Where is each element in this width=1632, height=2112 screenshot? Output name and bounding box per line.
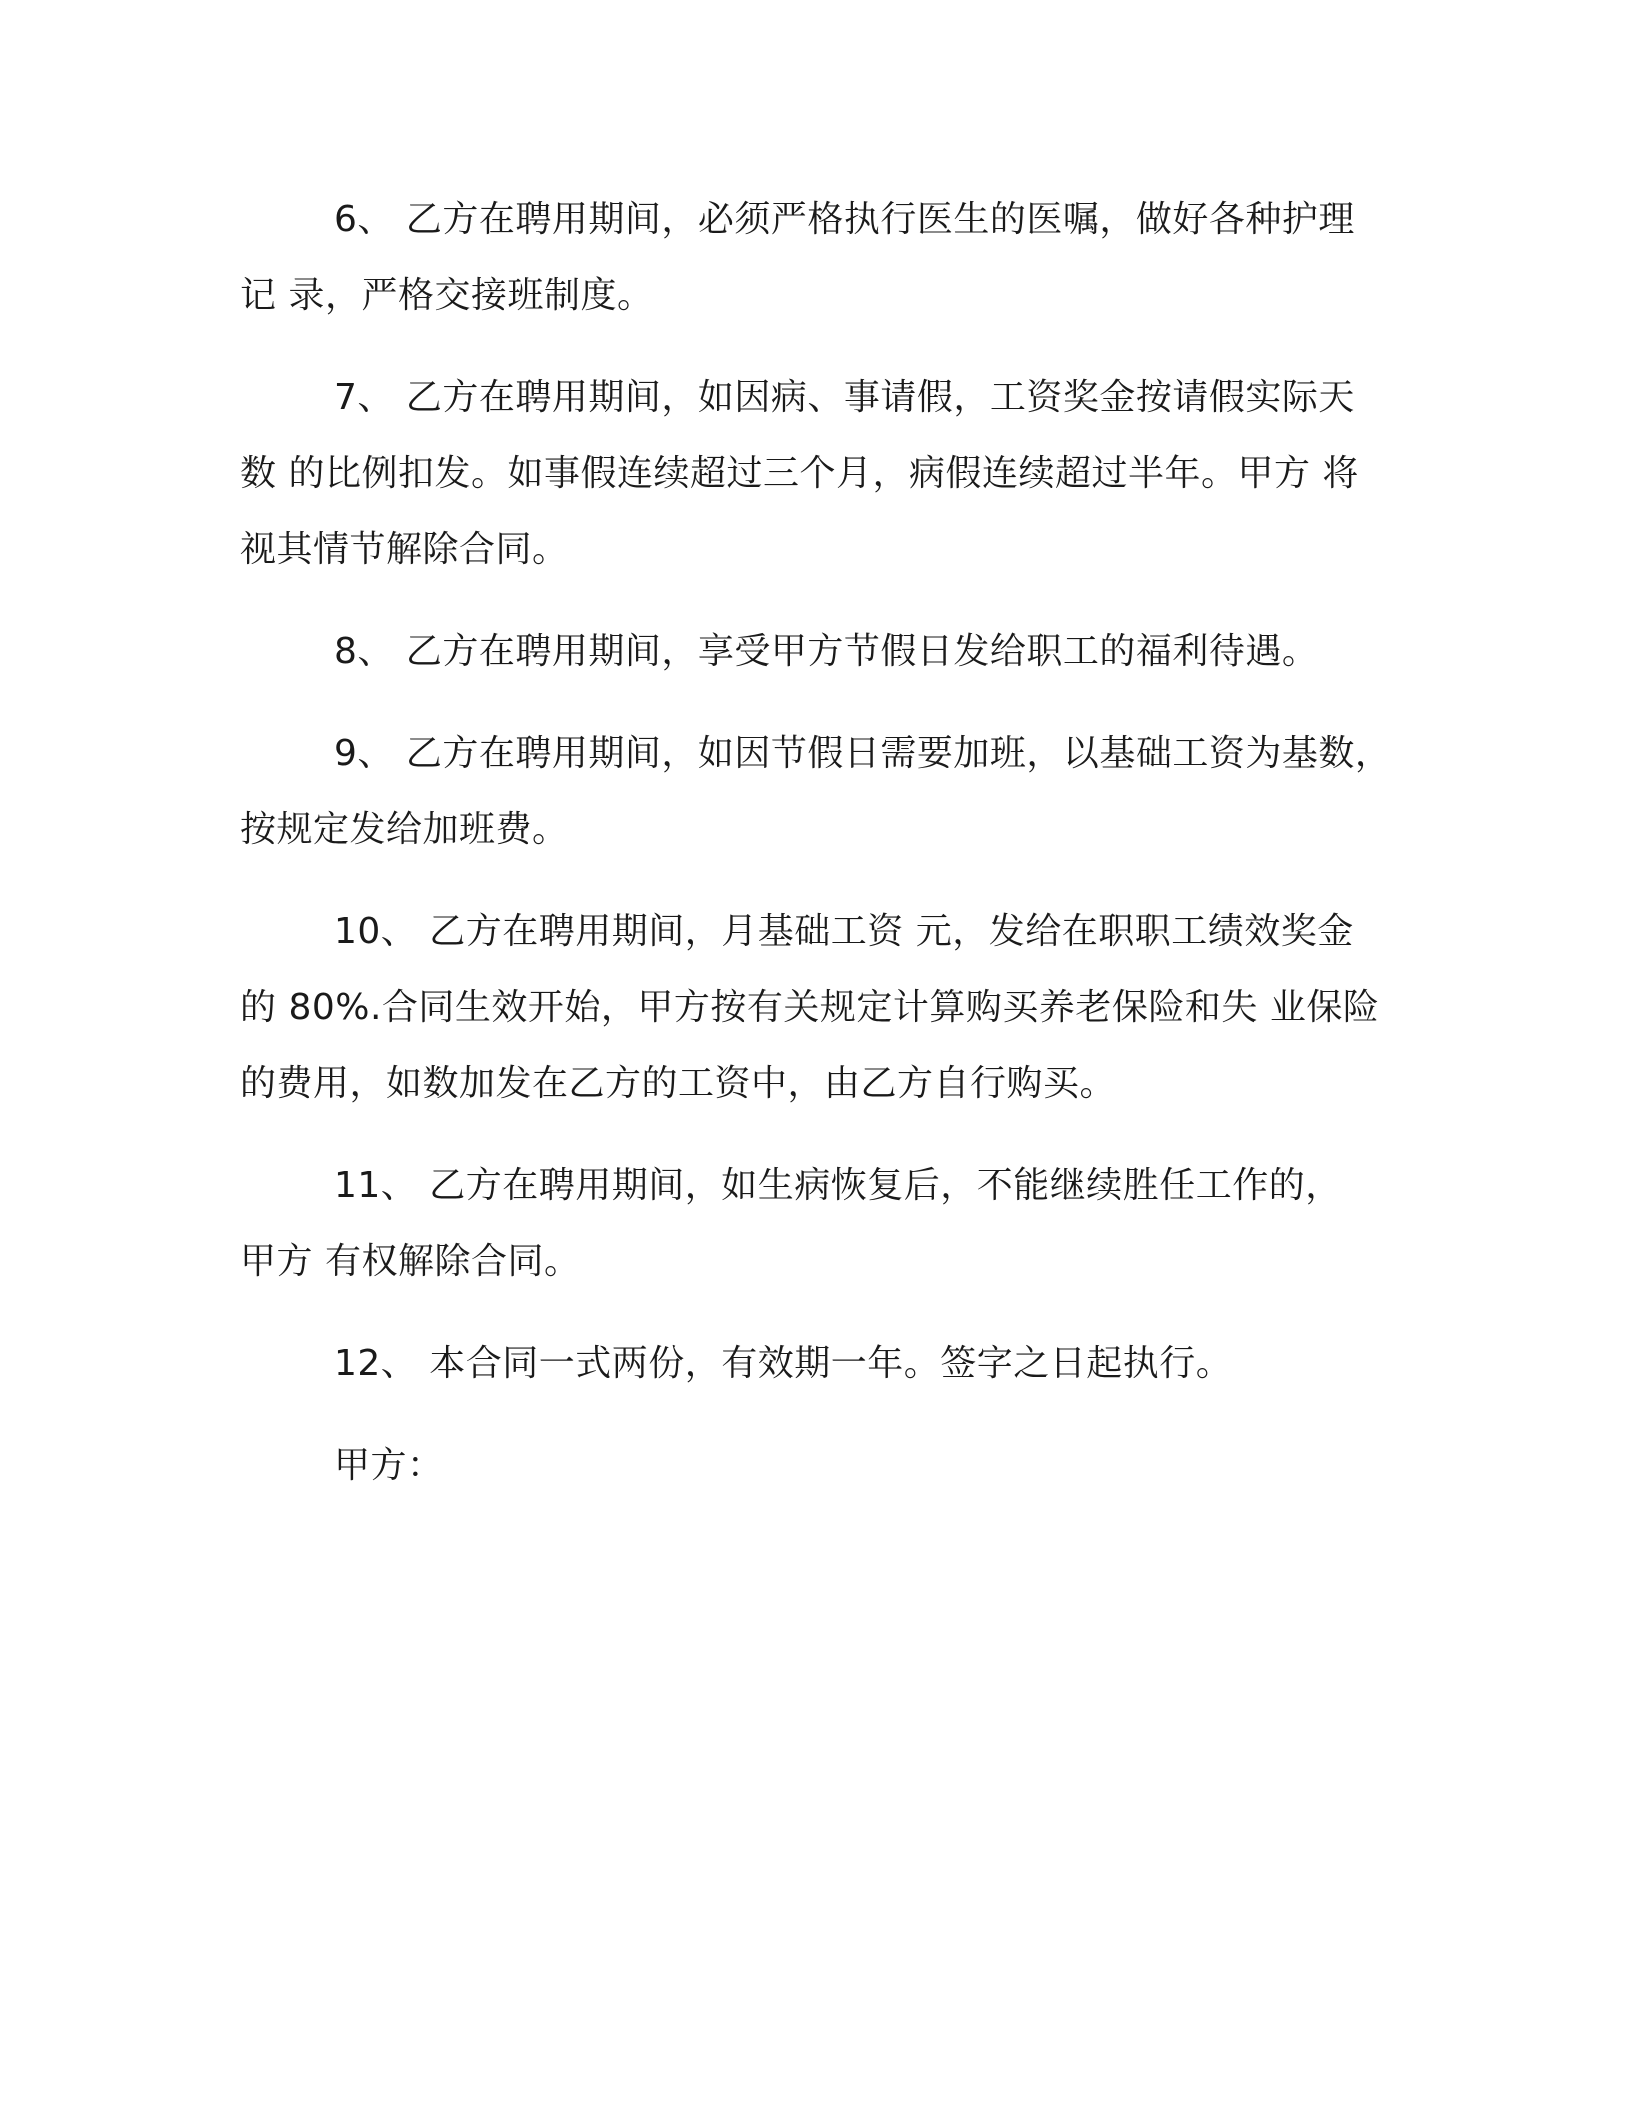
clause-7-line-3: 视其情节解除合同。 (240, 529, 569, 570)
clause-6-line-1: 6、 乙方在聘用期间，必须严格执行医生的医嘱，做好各种护理 (334, 199, 1355, 240)
clause-10-line-2: 的 80%.合同生效开始，甲方按有关规定计算购买养老保险和失 业保险 (240, 987, 1380, 1028)
clause-9-line-1: 9、 乙方在聘用期间，如因节假日需要加班，以基础工资为基数， (334, 733, 1392, 774)
clause-10-line-1: 10、 乙方在聘用期间，月基础工资 元，发给在职职工绩效奖金 (334, 911, 1354, 952)
clause-12-line-1: 12、 本合同一式两份，有效期一年。签字之日起执行。 (334, 1343, 1233, 1384)
clause-8-line-1: 8、 乙方在聘用期间，享受甲方节假日发给职工的福利待遇。 (334, 631, 1319, 672)
clause-11-line-1: 11、 乙方在聘用期间，如生病恢复后，不能继续胜任工作的， (334, 1165, 1342, 1206)
clause-7-line-2: 数 的比例扣发。如事假连续超过三个月，病假连续超过半年。甲方 将 (240, 453, 1359, 494)
clause-9-line-2: 按规定发给加班费。 (240, 809, 569, 850)
clause-11-line-2: 甲方 有权解除合同。 (240, 1241, 581, 1282)
party-a-signature-label: 甲方： (334, 1445, 444, 1486)
clause-7-line-1: 7、 乙方在聘用期间，如因病、事请假，工资奖金按请假实际天 (334, 377, 1355, 418)
clause-10-line-3: 的费用，如数加发在乙方的工资中，由乙方自行购买。 (240, 1063, 1117, 1104)
clause-6-line-2: 记 录，严格交接班制度。 (240, 275, 654, 316)
